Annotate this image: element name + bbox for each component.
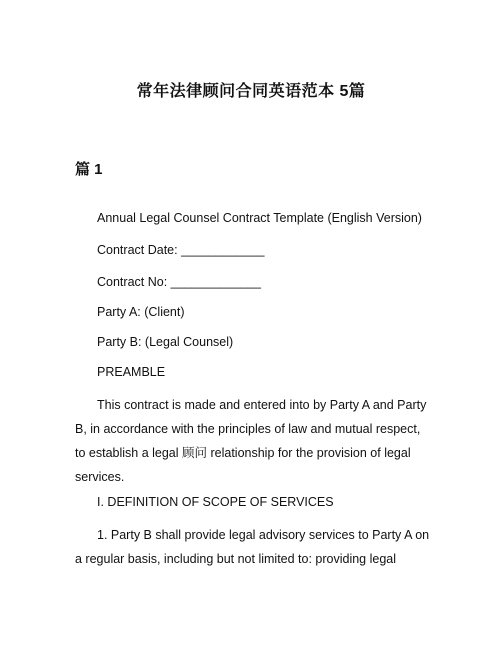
section-heading: 篇 1: [75, 161, 103, 178]
document-title: 常年法律顾问合同英语范本 5篇: [136, 83, 366, 100]
paragraph-scope-heading: I. DEFINITION OF SCOPE OF SERVICES: [97, 495, 334, 509]
paragraph-contract-no: Contract No: _____________: [97, 275, 262, 289]
paragraph-scope-item-1: 1. Party B shall provide legal advisory services to Party A on a regular basis, including but not limited to: providing legal: [75, 528, 430, 566]
paragraph-contract-title: Annual Legal Counsel Contract Template (English Version): [97, 211, 422, 225]
paragraph-preamble-heading: PREAMBLE: [97, 365, 166, 379]
paragraph-preamble-body: This contract is made and entered into by Party A and Party B, in accordance with the principles of law and mutual respect, to establish a legal 顾问 relationship for the provision of legal services.: [75, 398, 427, 484]
paragraph-contract-date: Contract Date: ____________: [97, 243, 265, 257]
paragraph-party-b: Party B: (Legal Counsel): [97, 335, 234, 349]
paragraph-party-a: Party A: (Client): [97, 305, 185, 319]
